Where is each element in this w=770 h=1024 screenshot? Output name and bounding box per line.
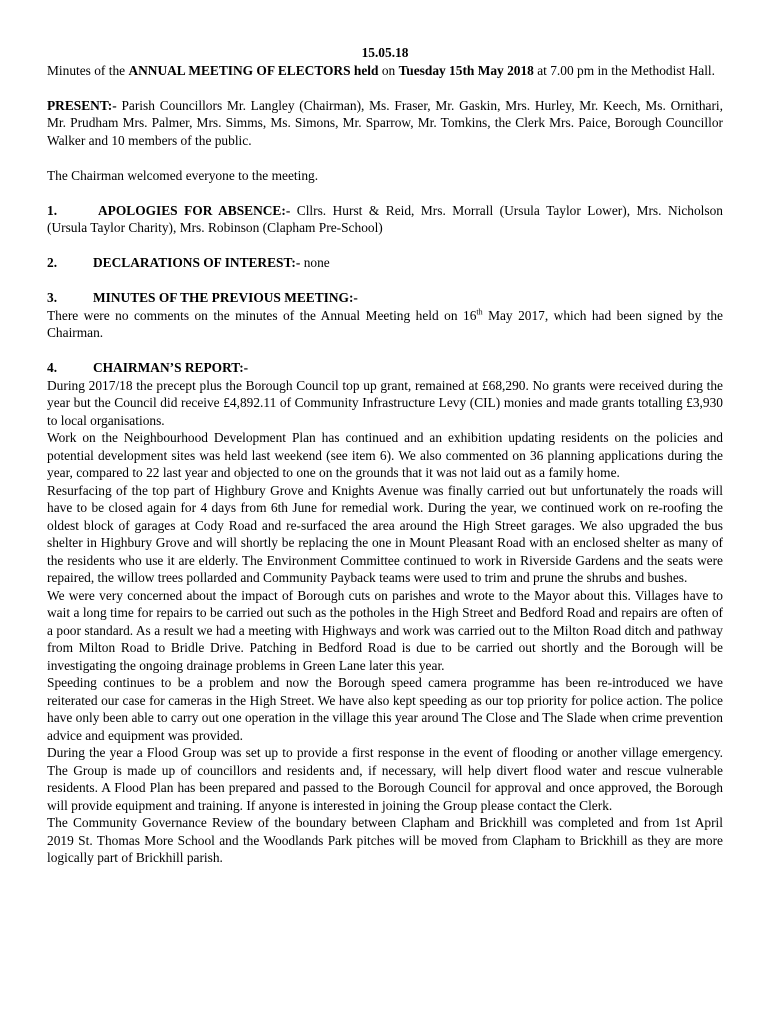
item-3-text <box>47 307 723 342</box>
present-paragraph <box>47 97 723 150</box>
item-3-text-b: May 2017, which had been signed by the Chairman. <box>47 307 723 340</box>
report-paragraph: During the year a Flood Group was set up to provide a first response in the event of flooding or another village emergency. The Group is made up of councillors and residents and, if necessary, will help divert flood water and rescue vulnerable residents. A Flood Plan has been prepared and passed to the Borough Council for approval and once approved, the Borough will provide equipment and training. If anyone is interested in joining the Group please contact the Clerk. <box>47 745 723 813</box>
intro-prefix: Minutes of the <box>47 62 129 78</box>
report-paragraph: Speeding continues to be a problem and now the Borough speed camera programme has been re-introduced we have reiterated our case for cameras in the High Street. We have also kept speeding as our top priority for police action. The police have only been able to carry out one operation in the village this year around The Close and The Slade when crime prevention advice and equipment was provided. <box>47 675 723 743</box>
item-2-number: 2. <box>47 255 58 270</box>
meeting-date: 15.05.18 <box>361 45 409 60</box>
item-1-apologies <box>47 202 723 237</box>
item-1-text: Cllrs. Hurst & Reid, Mrs. Morrall (Ursula Taylor Lower), Mrs. Nicholson (Ursula Taylor Charity), Mrs. Robinson (Clapham Pre-School) <box>47 202 723 235</box>
intro-meeting: ANNUAL MEETING OF ELECTORS held <box>128 62 379 78</box>
intro-on: on <box>378 62 399 78</box>
intro-paragraph <box>47 62 723 80</box>
item-4-number: 4. <box>47 360 58 375</box>
item-3-heading-line <box>47 289 723 307</box>
item-2-text: none <box>300 255 330 270</box>
item-2-declarations <box>47 254 723 272</box>
item-3-sup: th <box>476 307 483 317</box>
report-paragraph: The Community Governance Review of the boundary between Clapham and Brickhill was completed and from 1st April 2019 St. Thomas More School and the Woodlands Park pitches will be moved from Clapham to Brickhill as they are more logically part of Brickhill parish. <box>47 815 723 865</box>
item-2-heading: DECLARATIONS OF INTEREST:- <box>93 255 301 270</box>
item-3-number: 3. <box>47 290 58 305</box>
report-paragraph: Work on the Neighbourhood Development Plan has continued and an exhibition updating residents on the policies and potential development sites was held last weekend (see item 6). We also commented on 36 planning applications during the year, compared to 22 last year and objected to one on the grounds that it was not laid out as a family home. <box>47 430 723 480</box>
intro-suffix: at 7.00 pm in the Methodist Hall. <box>533 62 715 78</box>
item-3-heading: MINUTES OF THE PREVIOUS MEETING:- <box>93 290 358 305</box>
report-paragraph: During 2017/18 the precept plus the Borough Council top up grant, remained at £68,290. No grants were received during the year but the Council did receive £4,892.11 of Community Infrastructure Levy (CIL) monies and made grants totalling £3,930 to local organisations. <box>47 377 723 428</box>
present-label: PRESENT:- <box>47 97 117 113</box>
intro-when: Tuesday 15th May 2018 <box>398 62 534 78</box>
chairmans-report <box>47 377 723 867</box>
item-1-heading: APOLOGIES FOR ABSENCE:- <box>98 202 291 218</box>
item-4-heading: CHAIRMAN’S REPORT:- <box>93 360 249 375</box>
present-text: Parish Councillors Mr. Langley (Chairman), Ms. Fraser, Mr. Gaskin, Mrs. Hurley, Mr. Keech, Ms. Ornithari, Mr. Prudham Mrs. Palmer, Mrs. Simms, Ms. Simons, Mr. Sparrow, Mr. Tomkins, the Clerk Mrs. Paice, Borough Councillor Walker and 10 members of the public. <box>47 97 723 148</box>
item-4-heading-line <box>47 359 723 377</box>
minutes-content <box>47 44 723 867</box>
item-3-text-a: There were no comments on the minutes of the Annual Meeting held on 16 <box>47 307 477 323</box>
welcome-text: The Chairman welcomed everyone to the meeting. <box>47 167 319 183</box>
report-paragraph: Resurfacing of the top part of Highbury Grove and Knights Avenue was finally carried out but unfortunately the roads will have to be closed again for 4 days from 6th June for remedial work. During the year, we continued work on re-roofing the oldest block of garages at Cody Road and re-surfaced the area around the High Street garages. We also upgraded the bus shelter in Highbury Grove and will shortly be replacing the one in Mount Pleasant Road with an enclosed shelter as many of the residents who use it are elderly. The Environment Committee continued to work in Riverside Gardens and the seats were repaired, the willow trees pollarded and Community Payback teams were used to trim and prune the shrubs and bushes. <box>47 482 723 585</box>
item-1-number: 1. <box>47 202 58 218</box>
report-paragraph: We were very concerned about the impact of Borough cuts on parishes and wrote to the Mayor about this. Villages have to wait a long time for repairs to be carried out such as the potholes in the High Street and Bedford Road and repairs are often of a poor standard. As a result we had a meeting with Highways and work was carried out to the Milton Road ditch and pathway from Milton Road to Bridle Drive. Patching in Bedford Road is due to be carried out shortly and the Borough will be investigating the ongoing drainage problems in Green Lane later this year. <box>47 587 723 673</box>
